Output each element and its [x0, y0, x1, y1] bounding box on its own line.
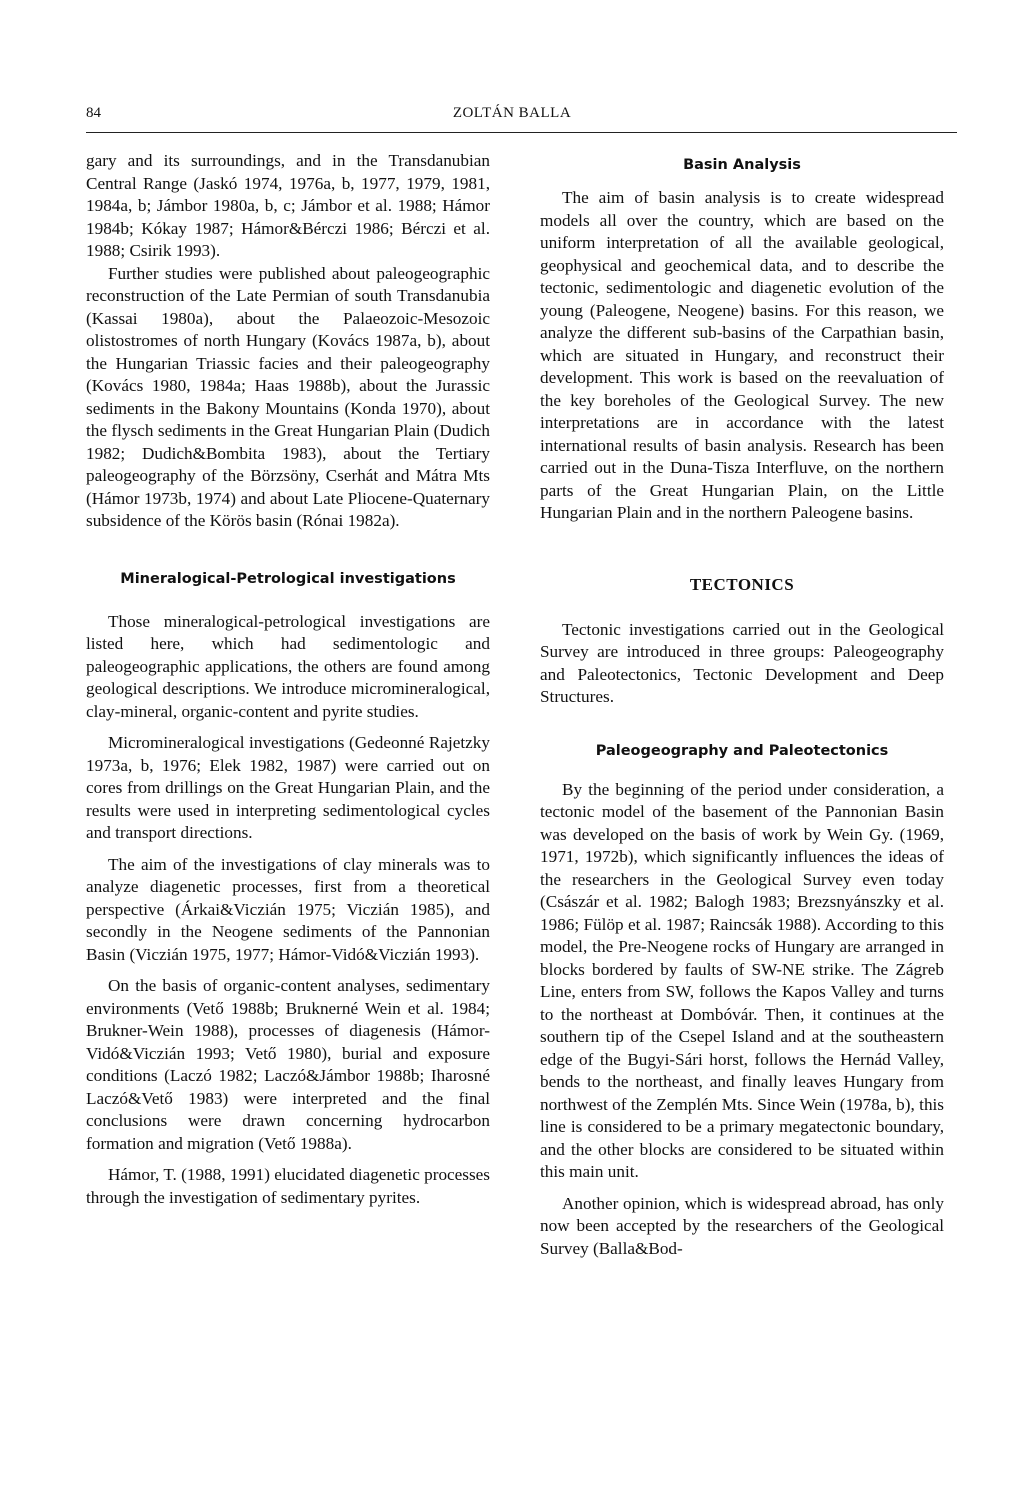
page-number: 84: [86, 105, 101, 121]
right-paragraph-3: By the beginning of the period under consideration, a tectonic model of the basement of the Pannonian Basin was developed on the basis of work by Wein Gy. (1969, 1971, 1972b), which significantly influences the ideas of the researchers in the Geological Survey even today (Császár et al. 1982; Balogh 1983; Brezsnyánszky et al. 1986; Fülöp et al. 1987; Raincsák 1988). According to this model, the Pre-Neogene rocks of Hungary are arranged in blocks bordered by faults of SW-NE strike. The Zágreb Line, enters from SW, follows the Kapos Valley and turns to the northeast at Dombóvár. Then, it continues at the southern tip of the Csepel Island and at the southeastern edge of the Bugyi-Sári horst, follows the Hernád Valley, bends to the northeast, and finally leaves Hungary from northwest of the Zemplén Mts. Since Wein (1978a, b), this line is considered to be a primary megatectonic boundary, and the other blocks are considered to be situated within this main unit.: [540, 779, 944, 1181]
right-column: [540, 150, 944, 1260]
left-paragraph-3: Those mineralogical-petrological investigations are listed here, which had sedimentologic and paleogeographic applications, the others are found among geological descriptions. We introduce micromineralogical, clay-mineral, organic-content and pyrite studies.: [86, 611, 490, 721]
running-head: ZOLTÁN BALLA: [452, 105, 572, 121]
left-column: [86, 150, 490, 1209]
header-rule: [86, 132, 957, 133]
section-heading-mineralogical: Mineralogical-Petrological investigations: [120, 570, 456, 587]
right-paragraph-1: The aim of basin analysis is to create widespread models all over the country, which are based on the uniform interpretation of all the available geological, geophysical and geochemical data, and to describe the tectonic, sedimentologic and diagenetic evolution of the young (Paleogene, Neogene) basins. For this reason, we analyze the different sub-basins of the Carpathian basin, which are situated in Hungary, and reconstruct their development. This work is based on the reevaluation of the key boreholes of the Geological Survey. The new interpretations are in accordance with the latest international results of basin analysis. Research has been carried out in the Duna-Tisza Interfluve, on the northern parts of the Great Hungarian Plain, on the Little Hungarian Plain and in the northern Paleogene basins.: [540, 188, 944, 522]
left-paragraph-6: On the basis of organic-content analyses, sedimentary environments (Vető 1988b; Bruknerné Wein et al. 1984; Brukner-Wein 1988), processes of diagenesis (Hámor-Vidó&Viczián 1993; Vető 1980), burial and exposure conditions (Laczó 1982; Laczó&Jámbor 1988b; Iharosné Laczó&Vető 1983) were interpreted and the final conclusions were drawn concerning hydrocarbon formation and migration (Vető 1988a).: [86, 976, 490, 1153]
left-paragraph-7: Hámor, T. (1988, 1991) elucidated diagenetic processes through the investigation of sedimentary pyrites.: [86, 1165, 490, 1207]
section-heading-tectonics: TECTONICS: [689, 574, 795, 594]
right-paragraph-2: Tectonic investigations carried out in the Geological Survey are introduced in three groups: Paleogeography and Paleotectonics, Tectonic Development and Deep Structures.: [540, 619, 944, 706]
left-paragraph-1: gary and its surroundings, and in the Transdanubian Central Range (Jaskó 1974, 1976a, b, 1977, 1979, 1981, 1984a, b; Jámbor 1980a, b, c; Jámbor et al. 1988; Hámor 1984b; Kókay 1987; Hámor&Bérczi 1986; Bérczi et al. 1988; Csirik 1993).: [86, 151, 490, 260]
left-paragraph-5: The aim of the investigations of clay minerals was to analyze diagenetic processes, first from a theoretical perspective (Árkai&Viczián 1975; Viczián 1985), and secondly in the Neogene sediments of the Pannonian Basin (Viczián 1975, 1977; Hámor-Vidó&Viczián 1993).: [86, 854, 490, 964]
left-paragraph-4: Micromineralogical investigations (Gedeonné Rajetzky 1973a, b, 1976; Elek 1982, 1987) were carried out on cores from drillings on the Great Hungarian Plain, and the results were used in interpreting sedimentological cycles and transport directions.: [86, 733, 490, 842]
section-heading-paleogeography: Paleogeography and Paleotectonics: [595, 742, 889, 759]
section-heading-basin-analysis: Basin Analysis: [683, 157, 801, 173]
right-paragraph-4: Another opinion, which is widespread abroad, has only now been accepted by the researchers of the Geological Survey (Balla&Bod-: [540, 1193, 944, 1258]
left-paragraph-2: Further studies were published about paleogeographic reconstruction of the Late Permian of south Transdanubia (Kassai 1980a), about the Palaeozoic-Mesozoic olistostromes of north Hungary (Kovács 1987a, b), about the Hungarian Triassic facies and their paleogeography (Kovács 1980, 1984a; Haas 1988b), about the Jurassic sediments in the Bakony Mountains (Konda 1970), about the flysch sediments in the Great Hungarian Plain (Dudich 1982; Dudich&Bombita 1983), about the Tertiary paleogeography of the Börzsöny, Cserhát and Mátra Mts (Hámor 1973b, 1974) and about Late Pliocene-Quaternary subsidence of the Körös basin (Rónai 1982a).: [86, 263, 490, 530]
